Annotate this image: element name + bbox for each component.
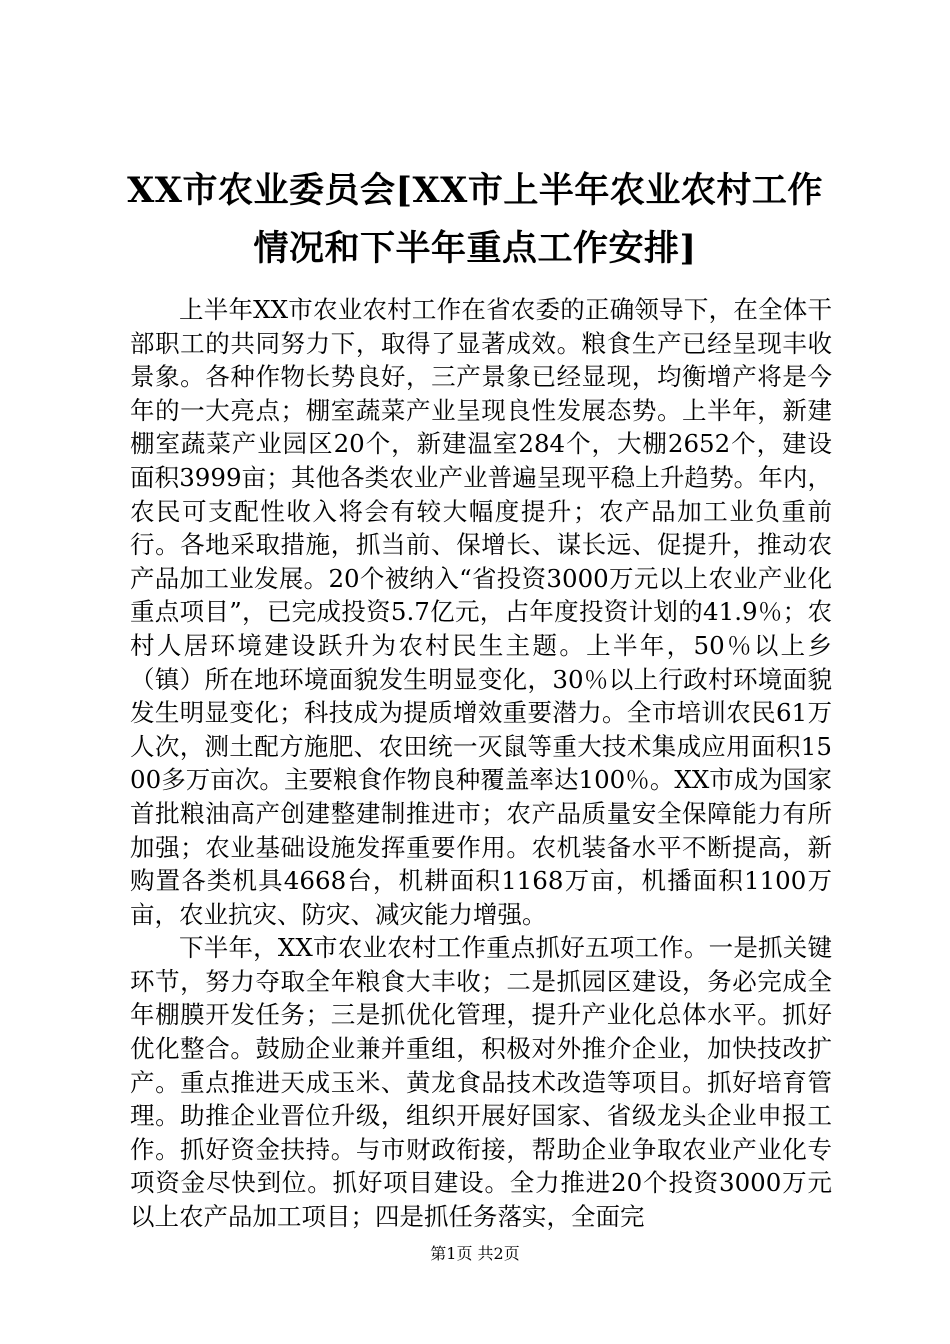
document-title: XX市农业委员会[XX市上半年农业农村工作情况和下半年重点工作安排]	[127, 170, 823, 269]
paragraph-first-half-summary: 上半年XX市农业农村工作在省农委的正确领导下，在全体干部职工的共同努力下，取得了显著成效。粮食生产已经呈现丰收景象。各种作物长势良好，三产景象已经显现，均衡增产将是今年的一大亮点；棚室蔬菜产业呈现良性发展态势。上半年，新建棚室蔬菜产业园区20个，新建温室284个，大棚2652个，建设面积3999亩；其他各类农业产业普遍呈现平稳上升趋势。年内，农民可支配性收入将会有较大幅度提升；农产品加工业负重前行。各地采取措施，抓当前、保增长、谋长远、促提升，推动农产品加工业发展。20个被纳入“省投资3000万元以上农业产业化重点项目”，已完成投资5.7亿元，占年度投资计划的41.9％；农村人居环境建设跃升为农村民生主题。上半年，50％以上乡（镇）所在地环境面貌发生明显变化，30％以上行政村环境面貌发生明显变化；科技成为提质增效重要潜力。全市培训农民61万人次，测土配方施肥、农田统一灭鼠等重大技术集成应用面积1500多万亩次。主要粮食作物良种覆盖率达100％。XX市成为国家首批粮油高产创建整建制推进市；农产品质量安全保障能力有所加强；农业基础设施发挥重要作用。农机装备水平不断提高，新购置各类机具4668台，机耕面积1168万亩，机播面积1100万亩，农业抗灾、防灾、减灾能力增强。	[130, 295, 832, 929]
paragraph-second-half-plan: 下半年，XX市农业农村工作重点抓好五项工作。一是抓关键环节，努力夺取全年粮食大丰收；二是抓园区建设，务必完成全年棚膜开发任务；三是抓优化管理，提升产业化总体水平。抓好优化整合。鼓励企业兼并重组，积极对外推介企业，加快技改扩产。重点推进天成玉米、黄龙食品技术改造等项目。抓好培育管理。助推企业晋位升级，组织开展好国家、省级龙头企业申报工作。抓好资金扶持。与市财政衔接，帮助企业争取农业产业化专项资金尽快到位。抓好项目建设。全力推进20个投资3000万元以上农产品加工项目；四是抓任务落实，全面完	[130, 933, 832, 1232]
page-number-footer: 第1页 共2页	[430, 1244, 520, 1263]
document-body	[130, 293, 832, 1234]
